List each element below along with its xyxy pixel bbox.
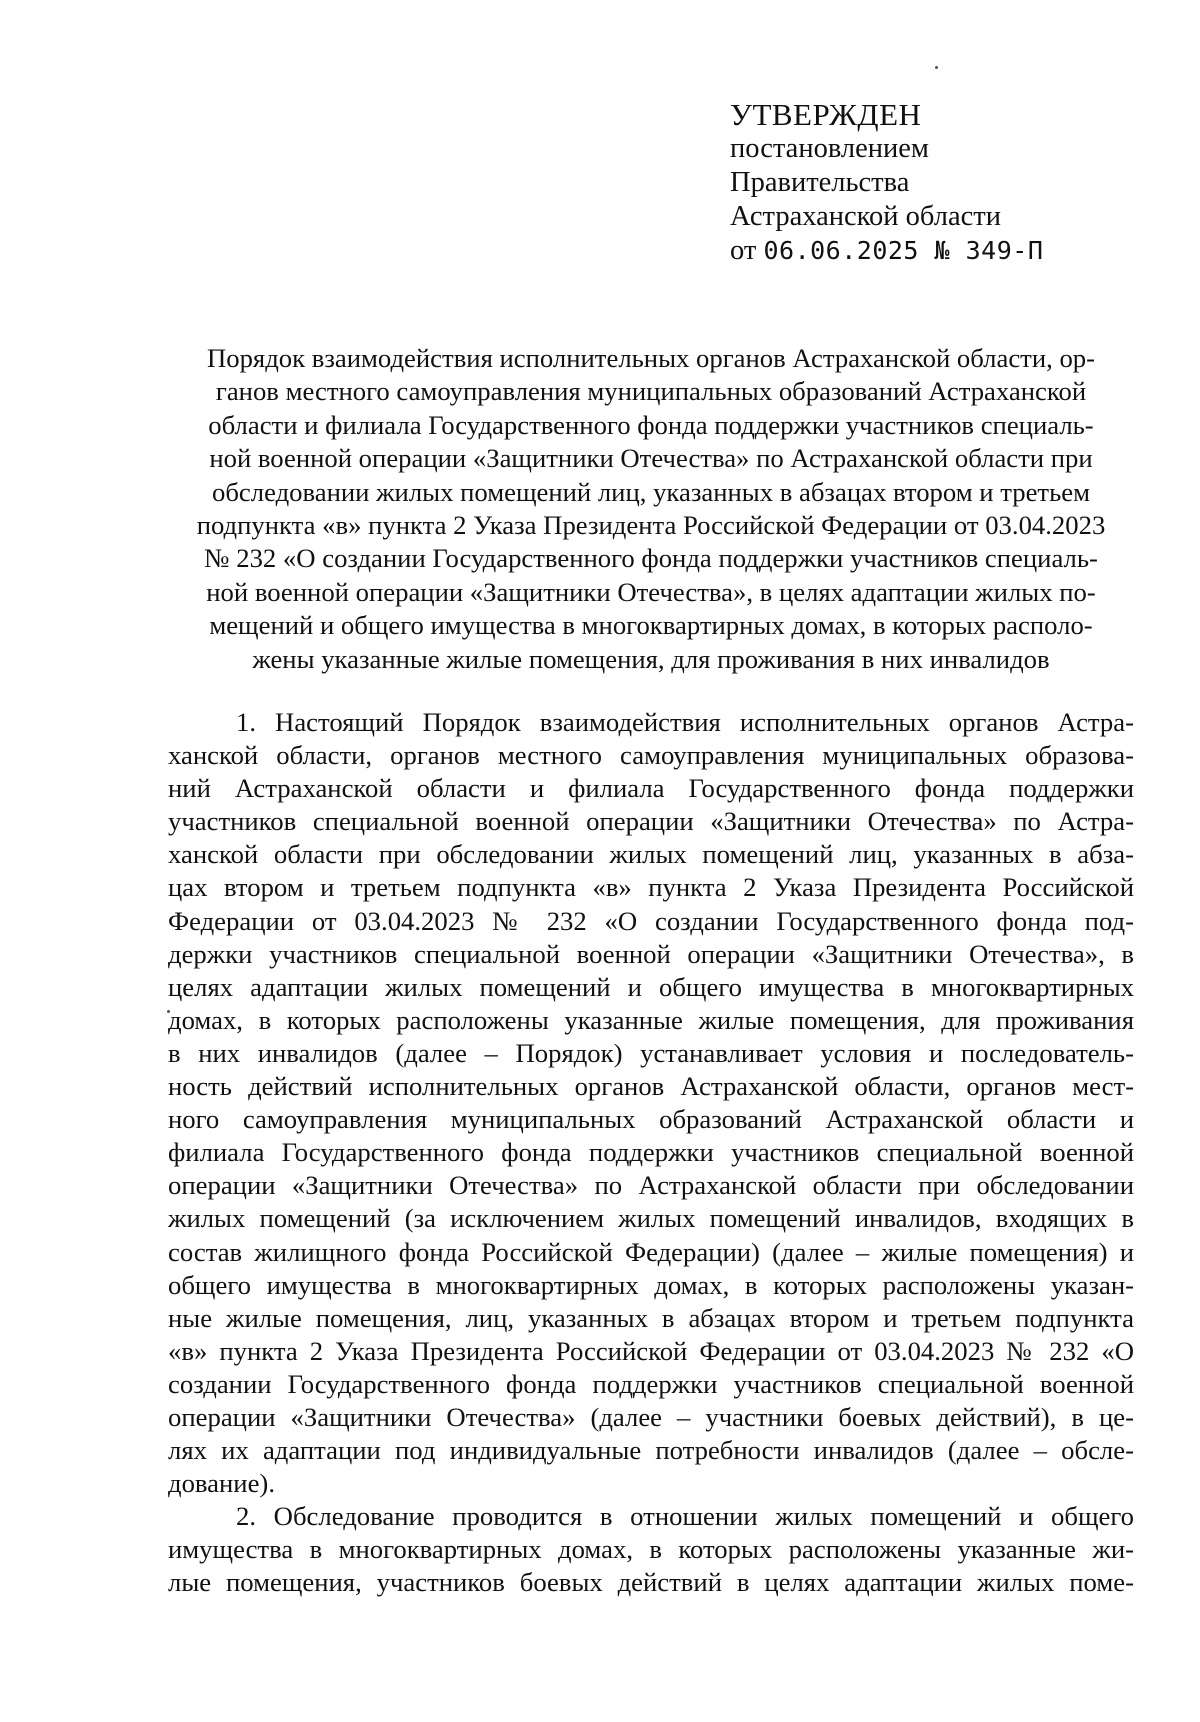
- body-line: лях их адаптации под индивидуальные потребности инвалидов (далее – обсле-: [168, 1435, 1134, 1466]
- body-line: филиала Государственного фонда поддержки участников специальной военной: [168, 1137, 1134, 1168]
- heading-line: № 232 «О создании Государственного фонда поддержки участников специаль-: [204, 543, 1098, 574]
- heading-line: жены указанные жилые помещения, для проживания в них инвалидов: [252, 643, 1050, 674]
- approval-date-line: [730, 234, 1043, 268]
- body-line: Федерации от 03.04.2023 № 232 «О создании Государственного фонда под-: [168, 905, 1134, 936]
- body-line: операции «Защитники Отечества» (далее – участники боевых действий), в це-: [168, 1401, 1134, 1432]
- body-line: операции «Защитники Отечества» по Астраханской области при обследовании: [168, 1170, 1134, 1201]
- body-line: «в» пункта 2 Указа Президента Российской Федерации от 03.04.2023 № 232 «О: [168, 1335, 1134, 1366]
- body-line: создании Государственного фонда поддержки участников специальной военной: [168, 1368, 1134, 1399]
- approval-block: [730, 98, 1043, 268]
- heading-line: ной военной операции «Защитники Отечества» по Астраханской области при: [209, 443, 1093, 474]
- heading-line: обследовании жилых помещений лиц, указанных в абзацах втором и третьем: [212, 476, 1090, 507]
- body-line: 2. Обследование проводится в отношении жилых помещений и общего: [236, 1501, 1134, 1532]
- body-line: состав жилищного фонда Российской Федерации) (далее – жилые помещения) и: [168, 1236, 1134, 1267]
- body-line: целях адаптации жилых помещений и общего имущества в многоквартирных: [168, 971, 1134, 1002]
- document-body: [168, 706, 1134, 1600]
- approval-line-1: постановлением: [730, 133, 929, 164]
- body-line: держки участников специальной военной операции «Защитники Отечества», в: [168, 938, 1134, 969]
- body-line: жилых помещений (за исключением жилых помещений инвалидов, входящих в: [168, 1203, 1134, 1234]
- heading-line: подпункта «в» пункта 2 Указа Президента Российской Федерации от 03.04.2023: [196, 510, 1106, 541]
- body-line: домах, в которых расположены указанные жилые помещения, для проживания: [168, 1004, 1134, 1035]
- approval-line-3: Астраханской области: [730, 201, 1001, 232]
- body-line: ного самоуправления муниципальных образований Астраханской области и: [168, 1104, 1134, 1135]
- scan-speck: [935, 66, 938, 69]
- body-line: в них инвалидов (далее – Порядок) устанавливает условия и последователь-: [168, 1037, 1134, 1068]
- body-line: цах втором и третьем подпункта «в» пункта 2 Указа Президента Российской: [168, 872, 1134, 903]
- body-line: ний Астраханской области и филиала Государственного фонда поддержки: [168, 773, 1134, 804]
- body-line: ность действий исполнительных органов Астраханской области, органов мест-: [168, 1071, 1134, 1102]
- body-line: имущества в многоквартирных домах, в которых расположены указанные жи-: [168, 1534, 1134, 1565]
- document-heading: [168, 342, 1134, 676]
- heading-line: Порядок взаимодействия исполнительных органов Астраханской области, ор-: [206, 343, 1096, 373]
- body-line: ные жилые помещения, лиц, указанных в абзацах втором и третьем подпункта: [168, 1302, 1134, 1333]
- approval-title: УТВЕРЖДЕН: [730, 97, 922, 132]
- body-line: дование).: [168, 1468, 275, 1499]
- approval-line-2: Правительства: [730, 167, 910, 198]
- heading-line: ной военной операции «Защитники Отечества», в целях адаптации жилых по-: [206, 576, 1096, 607]
- approval-date-value: 06.06.2025 № 349-П: [763, 236, 1044, 265]
- heading-line: ганов местного самоуправления муниципальных образований Астраханской: [215, 376, 1087, 407]
- body-line: 1. Настоящий Порядок взаимодействия исполнительных органов Астра-: [236, 707, 1134, 737]
- body-line: ханской области при обследовании жилых помещений лиц, указанных в абза-: [168, 839, 1134, 870]
- body-line: ханской области, органов местного самоуправления муниципальных образова-: [168, 740, 1134, 771]
- body-line: лые помещения, участников боевых действий в целях адаптации жилых поме-: [168, 1567, 1134, 1598]
- body-line: участников специальной военной операции «Защитники Отечества» по Астра-: [168, 806, 1134, 837]
- heading-line: области и филиала Государственного фонда поддержки участников специаль-: [208, 409, 1094, 440]
- heading-line: мещений и общего имущества в многоквартирных домах, в которых располо-: [209, 610, 1093, 641]
- approval-date-prefix: от: [730, 235, 757, 266]
- body-line: общего имущества в многоквартирных домах, в которых расположены указан-: [168, 1269, 1134, 1300]
